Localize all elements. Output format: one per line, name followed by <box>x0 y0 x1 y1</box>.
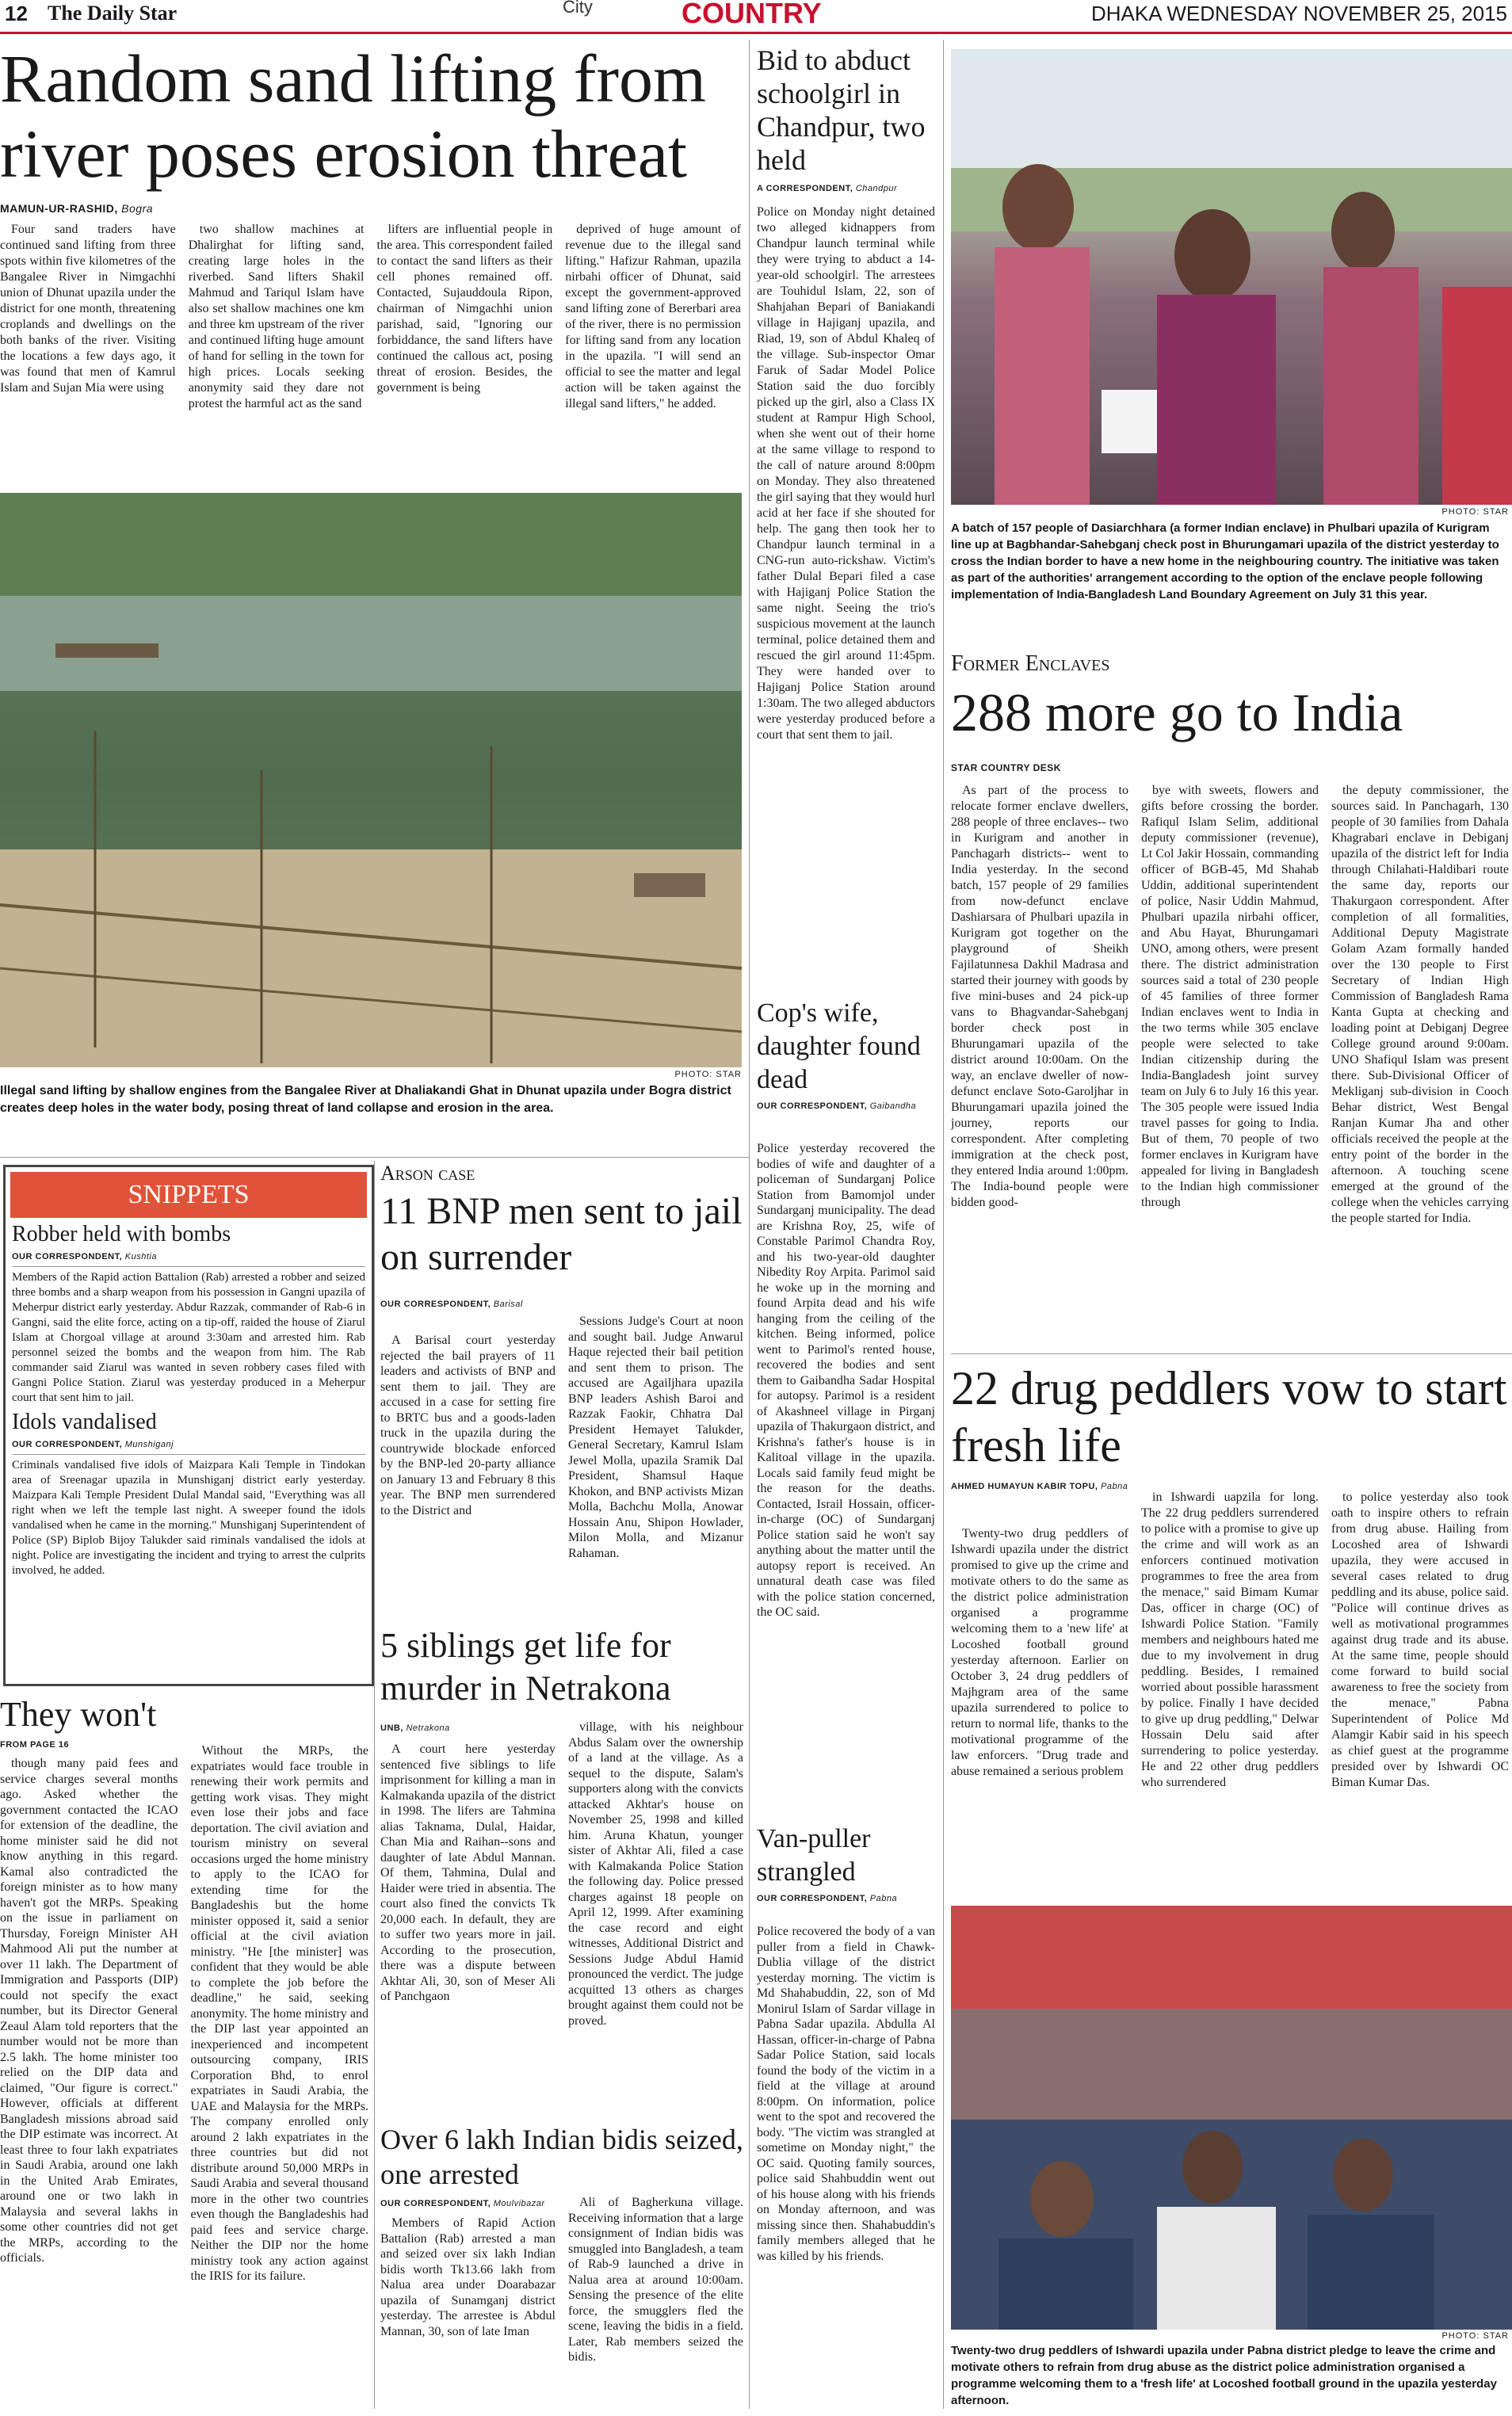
drug-illustration <box>951 1906 1512 2330</box>
drug-byline-name: AHMED HUMAYUN KABIR TOPU, <box>951 1482 1098 1491</box>
drug-col-3: to police yesterday also took oath to inspire others to refrain from drug abuse. Hailing from Locoshed area of Ishwardi upazila, they were accused in several cases related to drug peddling and its abuse, police said. "Police will continue drives as well as motivational programmes against drug trade and its abuse. At the same time, people should come forward to build social awareness to free the society from the menace," Pabna Superintendent of Police Md Alamgir Kabir said in his speech as chief guest at the programme presided over by Ishwardi OC Biman Kumar Das. <box>1331 1490 1509 1789</box>
siblings-body <box>380 1719 743 2101</box>
enclave-photo <box>951 49 1512 505</box>
sand-byline-place: Bogra <box>121 202 154 215</box>
enclave-col-2: bye with sweets, flowers and gifts before crossing the border. Rafiqul Islam Selim, additional deputy commissioner (revenue), Lt Col Jakir Hossain, commanding officer of BGB-45, Md Shahab Uddin, additional superintendent of police, Nasir Uddin Mahmud, Phulbari upazila nirbahi officer, and Abu Hayat, Bhurungamari UNO, among others, were present there. The district administration sources said a total of 230 people of 45 families of three former Indian enclaves went to India in the two terms while 305 enclave people were selected to take Indian citizenship during the India-Bangladesh joint survey team on July 6 to July 16 this year. The 305 people were issued India travel passes for going to India. But of them, 70 people of two former enclaves in Kurigram have appealed for living in Bangladesh to the Indian high commissioner through <box>1141 784 1319 1209</box>
enclave-body <box>951 783 1509 1347</box>
enclave-col-1: As part of the process to relocate former enclave dwellers, 288 people of three enclaves-- two in Kurigram and another in Panchagarh districts-- went to India yesterday. In the second batch, 157 people of 29 families from now-defunct enclave Dashiarsara of Phulbari upazila in Kurigram got together on the playground of Sheikh Fajilatunnesa Dakhil Madrasa and started their journey with goods by five mini-buses and 24 pick-up vans to Bhagvandar-Sahebganj border check post in Bhurungamari upazila of the district around 10:00am. On the way, an enclave dweller of now-defunct enclave Soto-Garoljhar in Bhurungamari upazila joined the journey, reports our correspondent. After completing immigration at the check post, they entered India around 1:00pm. The India-bound people were bidden good- <box>951 784 1128 1209</box>
robber-body: Members of the Rapid action Battalion (Rab) arrested a robber and seized three bombs and a sharp weapon from his possession in Gangni upazila of Meherpur district early yesterday. Abdur Razzak, commander of Rab-6 in Gangni, said the elite force, acting on a tip-off, raided the house of Ziarul Islam at Chorgoal village at around 3:30am and arrested him. Rab personnel seized the bombs and the weapon from him. The Rab commander said Ziarul was wanted in seven robbery cases filed with Gangni Police Station. Ziarul was yesterday produced in a Meherpur court that sent him to jail. <box>12 1270 365 1404</box>
drug-col-1: Twenty-two drug peddlers of Ishwardi upazila under the district promised to give up the crime and motivate others to do the same as the district police administration organised a programme welcoming them to a 'new life' at Locoshed football ground yesterday afternoon. Earlier on October 3, 24 drug peddlers of Majhgram area of the same upazila surrendered to police to return to normal life, thanks to the motivational programme of the law enforcers. "Drug trade and abuse remained a serious problem <box>951 1527 1128 1778</box>
van-byline <box>757 1894 897 1903</box>
siblings-headline: 5 siblings get life for murder in Netrakona <box>380 1626 671 1708</box>
bnp-kicker: Arson case <box>380 1162 475 1185</box>
column-rule <box>943 40 944 2409</box>
abduct-byline-place: Chandpur <box>855 184 898 193</box>
siblings-byline-place: Netrakona <box>406 1723 450 1733</box>
sand-body <box>0 222 741 491</box>
theywont-headline: They won't <box>0 1695 157 1734</box>
van-body: Police recovered the body of a van puller from a field in Chawk-Dublia village of the district yesterday morning. The victim is Md Shahabuddin, 22, son of Md Monirul Islam of Sardar village in Pabna Sadar upazila. Abdulla Al Hassan, officer-in-charge of Pabna Sadar Police Station, said locals found the body of the victim in a field at the village at around 8:00pm. On information, police went to the spot and recovered the body. "The victim was strangled at sometime on Monday night," the OC said. Quoting family sources, police said Shahbuddin went out of his house along with his friends on Monday afternoon, and was missing since then. Shahabuddin's family members alleged that he was killed by his friends. <box>757 1925 935 2263</box>
siblings-col-2: village, with his neighbour Abdus Salam over the ownership of a land at the village. As a sequel to the dispute, Salam's supporters along with the convicts attacked Akhtar's house on November 25, 1998 and killed him. Aruna Khatun, younger sister of Akhtar Ali, filed a case with Kalmakanda Police Station the following day. Police pressed charges against 18 people on April 12, 1999. After examining the case record and eight witnesses, Additional District and Sessions Judge Abdul Hamid pronounced the verdict. The judge acquitted 13 others as charges brought against them could not be proved. <box>568 1720 743 2028</box>
robber-byline <box>12 1252 365 1261</box>
siblings-byline-name: UNB, <box>380 1723 403 1733</box>
sand-col-3: lifters are influential people in the area. This correspondent failed to contact the sand lifters as their cell phones remained off. Contacted, Sujauddoula Ripon, chairman of Nimgachhi union parishad, said, "Ignoring our forbiddance, the sand lifters have continued the callous act, posing threat of erosion. Besides, the government is being <box>376 223 553 395</box>
section-rule <box>0 1157 749 1158</box>
sand-river-photo <box>0 493 742 1067</box>
sand-caption: Illegal sand lifting by shallow engines from the Bangalee River at Dhaliakandi Ghat in Dhunat upazila under Bogra district creates deep holes in the water body, posing threat of land collapse and erosion in the area. <box>0 1084 731 1115</box>
sand-byline <box>0 202 153 215</box>
abduct-byline-name: A CORRESPONDENT, <box>757 184 853 193</box>
mother-byline-name: OUR CORRESPONDENT, <box>757 1101 868 1111</box>
theywont-col-2: Without the MRPs, the expatriates would face trouble in renewing their work permits and getting work visas. They might even lose their jobs and face deportation. The civil aviation and tourism ministry on several occasions urged the home ministry to apply to the ICAO for extending time for the Bangladeshis but the home minister opposed it, said a senior official at the civil aviation ministry. "He [the minister] was confident that they would be able to complete the job before the deadline," he said, seeking anonymity. The home ministry and the DIP last year appointed an inexperienced and incompetent outsourcing company, IRIS Corporation Bhd, to enrol expatriates in Saudi Arabia, the UAE and Malaysia for the MRPs. The company enrolled only around 2 lakh expatriates in the three countries but did not distribute around 50,000 MRPs in Saudi Arabia and several thousand more in the other two countries even though the Bangladeshis had paid fees and service charge. Neither the DIP nor the home ministry took any action against the IRIS for its failure. <box>190 1744 368 2283</box>
van-headline: Van-puller strangled <box>757 1824 871 1887</box>
mother-byline-place: Gaibandha <box>869 1101 917 1111</box>
van-byline-place: Pabna <box>869 1894 898 1903</box>
idols-byline-name: OUR CORRESPONDENT, <box>12 1439 123 1449</box>
mother-byline <box>757 1101 916 1111</box>
abduct-byline <box>757 184 897 193</box>
page-folio <box>0 0 1512 34</box>
enclave-kicker: Former Enclaves <box>951 651 1110 676</box>
mother-headline: Cop's wife, daughter found dead <box>757 998 921 1094</box>
sand-col-1: Four sand traders have continued sand lifting from three spots within five kilometres of the Bangalee River in Nimgachhi union of Dhunat upazila under the district for one month, threatening croplands and dwellings on the both banks of the river. Visiting the locations a few days ago, it was found that men of Kamrul Islam and Sujan Mia were using <box>0 223 176 395</box>
section-rule <box>951 1353 1512 1354</box>
column-rule <box>374 1161 375 2409</box>
theywont-col-1: though many paid fees and service charges several months ago. Asked whether the government contacted the ICAO for extension of the deadline, the home minister said he did not know anything in this regard. Kamal also contradicted the foreign minister as to how many haven't got the MRPs. Speaking on the issue in parliament on Thursday, Foreign Minister AH Mahmood Ali put the number at over 11 lakh. The Department of Immigration and Passports (DIP) could not specify the exact number, but its Director General Zeaul Alam told reporters that the number would not be more than 2.5 lakh. The home minister too relied on the DIP data and claimed, "Our figure is correct." However, officials at different Bangladesh missions abroad said the DIP estimate was incorrect. At least three to four lakh expatriates in Saudi Arabia, around one lakh in the United Arab Emirates, around one or two lakh in Malaysia and several lakhs in some other countries did not get the MRPs, according to the officials. <box>0 1757 178 2265</box>
robber-byline-name: OUR CORRESPONDENT, <box>12 1251 123 1261</box>
sand-col-2: two shallow machines at Dhalirghat for lifting sand, creating large holes in the riverbed. Sand lifters Shakil Mahmud and Tariqul Islam have also set shallow machines one km and three km upstream of the river and continued lifting huge amount of hand for selling in the town for high prices. Locals seeking anonymity said they dare not protest the harmful act as the sand <box>188 223 365 410</box>
sand-byline-name: MAMUN-UR-RASHID, <box>0 202 118 215</box>
theywont-body <box>0 1743 368 2413</box>
snippets-header: SNIPPETS <box>10 1172 367 1218</box>
bnp-byline <box>380 1300 523 1309</box>
idols-byline-place: Munshiganj <box>124 1439 174 1449</box>
abduct-headline: Bid to abduct schoolgirl in Chandpur, two held <box>757 44 926 176</box>
drug-headline: 22 drug peddlers vow to start fresh life <box>951 1362 1507 1471</box>
abduct-body: Police on Monday night detained two alleged kidnappers from Chandpur launch terminal while they were trying to abduct a 14-year-old schoolgirl. The arrestees are Touhidul Islam, 22, son of Shahjahan Bepari of Baniakandi village in Hajiganj upazila, and Riad, 19, son of Abdul Khaleq of the village. Sub-inspector Omar Faruk of Sadar Model Police Station said the duo forcibly picked up the girl, also a Class IX student at Rampur High School, when she went out of their home at the same village to respond to the call of nature around 8:00pm on Monday. They also threatened the girl saying that they would hurl acid at her face if she shouted for help. The gang then took her to Chandpur launch terminal in a CNG-run auto-rickshaw. Victim's father Dulal Bepari filed a case with Hajiganj Police Station the same night. Seeing the trio's suspicious movement at the launch terminal, police detained them and rescued the girl around 11:45pm. They were handed over to Hajiganj Police Station around 1:30am. The two alleged abductors were yesterday produced before a court that sent them to jail. <box>757 205 935 742</box>
drug-col-2: in Ishwardi uapzila for long. The 22 drug peddlers surrendered to police with a promise to give up the crime and will work as an enforcers continued motivation programmes to free the area from the menace," said Bimam Kumar Das, officer in charge (OC) of Ishwardi Police Station. "Family members and neighbours hated me due to my involvement in drug peddling. Besides, I remained worried about possible harassment by police. Finally I have decided to give up drug peddling," Delwar Hossain Delu said after surrendering to police yesterday. He and 22 other drug peddlers who surrendered <box>1141 1490 1319 1789</box>
bnp-col-1: A Barisal court yesterday rejected the bail prayers of 11 leaders and activists of BNP and sent them to jail. They are accused in a case for setting fire to BRTC bus and a goods-laden truck in the upazila during the countrywide blockade enforced by the BNP-led 20-party alliance on January 13 and February 8 this year. The BNP men surrendered to the District and <box>380 1334 556 1517</box>
snippets-box <box>3 1165 374 1686</box>
bidis-col-1: Members of Rapid Action Battalion (Rab) arrested a man and seized over six lakh Indian bidis worth Tk13.66 lakh from Nalua area under Doarabazar upazila of Sunamganj district yesterday. The arrestee is Abdul Mannan, 30, son of late Iman <box>380 2216 556 2338</box>
drug-caption: Twenty-two drug peddlers of Ishwardi upazila under Pabna district pledge to leave the crime and motivate others to refrain from drug abuse as the district police administration organised a programme welcoming them to a 'fresh life' at Locoshed football ground in the upazila yesterday afternoon. <box>951 2344 1497 2407</box>
idols-body: Criminals vandalised five idols of Maizpara Kali Temple in Tindokan area of Sreenagar upazila in Munshiganj district early yesterday. Maizpara Kali Temple President Dulal Mandal said, "Everything was all right when we left the temple last night. A sweeper found the idols vandalised when he came in the morning." Munshiganj Superintendent of Police (SP) Biplob Bijoy Talukder said riminals vandalised the idols at night. Police are investigating the incident and trying to arrest the culprits involved, he added. <box>12 1458 365 1577</box>
bnp-headline: 11 BNP men sent to jail on surrender <box>380 1190 743 1278</box>
bnp-byline-place: Barisal <box>493 1300 523 1309</box>
drug-byline-place: Pabna <box>1101 1482 1128 1491</box>
enclave-headline: 288 more go to India <box>951 682 1403 742</box>
bnp-byline-name: OUR CORRESPONDENT, <box>380 1300 491 1309</box>
idols-byline <box>12 1440 365 1449</box>
enclave-photo-credit: PHOTO: STAR <box>1441 507 1509 517</box>
bidis-body <box>380 2195 743 2413</box>
bnp-body <box>380 1314 743 1637</box>
bidis-col-2: Ali of Bagherkuna village. Receiving information that a large consignment of Indian bidis was smuggled into Bangladesh, a team of Rab-9 launched a drive in Nalua area at around 10:00am. Sensing the presence of the elite force, the smugglers fled the scene, leaving the bidis in a field. Later, Rab members seized the bidis. <box>568 2196 743 2364</box>
bnp-col-2: Sessions Judge's Court at noon and sought bail. Judge Anwarul Haque rejected their bail petition and sent them to prison. The accused are Agailjhara upazila BNP leaders Ashish Baroi and Razzak Faokir, Chhatra Dal President Hemayet Talukder, General Secretary, Kamrul Islam Jewel Molla, upazila Sramik Dal President, Shamsul Haque Khokon, and BNP activists Mizan Molla, Bachchu Molla, Anowar Hossain Anu, Shipon Howlader, Milon Molla, and Mizanur Rahaman. <box>568 1315 743 1560</box>
robber-headline: Robber held with bombs <box>12 1222 231 1246</box>
enclave-caption: A batch of 157 people of Dasiarchhara (a former Indian enclave) in Phulbari upazila of Kurigram line up at Bagbhandar-Sahebganj check post in Bhurungamari upazila of the district yesterday to cross the Indian border to have a new home in the neighbouring country. The initiative was taken as part of the authorities' arrangement according to the option of the enclave people following implementation of India-Bangladesh Land Boundary Agreement on July 31 this year. <box>951 521 1499 601</box>
bidis-byline-place: Moulvibazar <box>493 2199 545 2208</box>
column-rule <box>749 40 750 2409</box>
dateline: DHAKA WEDNESDAY NOVEMBER 25, 2015 <box>1090 2 1507 25</box>
enclave-byline: STAR COUNTRY DESK <box>951 762 1061 773</box>
van-byline-name: OUR CORRESPONDENT, <box>757 1894 868 1903</box>
sand-headline: Random sand lifting from river poses erosion threat <box>0 40 706 192</box>
sand-col-4: deprived of huge amount of revenue due to the illegal sand lifting." Hafizur Rahman, upazila nirbahi officer of Dhunat, said except the government-approved sand lifting zone of Bererbari area of the river, there is no permission for lifting sand from any location in the upazila. "I will send an official to see the matter and legal action will be taken against the illegal sand lifters," he added. <box>565 223 741 410</box>
bidis-headline: Over 6 lakh Indian bidis seized, one arrested <box>380 2124 743 2190</box>
drug-body <box>951 1490 1509 1902</box>
enclave-col-3: the deputy commissioner, the sources said. In Panchagarh, 130 people of 30 families from Dahala Khagrabari enclave in Debiganj upazila of the district left for India through Chilahati-Haldibari route the same day, reports our Thakurgaon correspondent. After completion of all formalities, Additional Deputy Magistrate Golam Azam formally handed over the 130 people to First Secretary of Indian High Commission of Bangladesh Rama Kanta Gupta at checking and loading point at Debiganj Degree College ground around 9:00am. UNO Shafiqul Islam was present there. Sub-Divisional Officer of Mekliganj sub-division in Cooch Behar district, West Bengal Ranjan Kumar Jha and other officials received the people at the entry point of the border in the afternoon. A touching scene emerged at the ground of the college when the vehicles carrying the people started for India. <box>1331 784 1509 1225</box>
section-label: COUNTRY <box>682 0 822 29</box>
enclave-illustration <box>951 49 1512 505</box>
drug-photo <box>951 1906 1512 2330</box>
idols-headline: Idols vandalised <box>12 1409 157 1434</box>
sand-river-illustration <box>0 493 742 1067</box>
theywont-jump: FROM PAGE 16 <box>0 1740 70 1750</box>
sand-photo-credit: PHOTO: STAR <box>674 1070 742 1079</box>
page-number: 12 <box>5 2 28 25</box>
drug-photo-credit: PHOTO: STAR <box>1441 2331 1509 2341</box>
bidis-byline-name: OUR CORRESPONDENT, <box>380 2199 491 2208</box>
robber-byline-place: Kushtia <box>124 1251 157 1261</box>
city-label: City <box>563 0 593 17</box>
siblings-col-1: A court here yesterday sentenced five siblings to life imprisonment for killing a man in Kalmakanda upazila of the district in 1998. The lifers are Tahmina alias Taknama, Dulal, Haidar, Chan Mia and Raihan--sons and daughter of late Abdul Mannan. Of them, Tahmina, Dulal and Haider were tried in absentia. The court also fined the convicts Tk 20,000 each. In default, they are to suffer two years more in jail. According to the prosecution, there was a dispute between Akhtar Ali, 30, son of Meser Ali of Panchgaon <box>380 1742 556 2003</box>
mother-body: Police yesterday recovered the bodies of wife and daughter of a policeman of Sundarganj Police Station from Bamomjol under Sundarganj municipality. The dead are Krishna Roy, 25, wife of Constable Parimol Chandra Roy, and his two-year-old daughter Nibedity Roy Arpita. Parimol said he woke up in the morning and found Arpita dead and his wife hanging from the ceiling of the kitchen. Being informed, police went to Parimol's rented house, recovered the bodies and sent them to Gaibandha Sadar Hospital for autopsy. Parimol is a resident of Akashneel village in Pirganj upazila of Thakurgaon district, and Krishna's father's house is in Kalitoal village in the upazila. Locals said family feud might be the reason for the deaths. Contacted, Israil Hossain, officer-in-charge (OC) of Sundarganj Police station said he won't say anything about the matter until the autopsy report is received. An unnatural death case was filed with the police station concerned, the OC said. <box>757 1142 935 1619</box>
paper-name: The Daily Star <box>48 2 178 25</box>
